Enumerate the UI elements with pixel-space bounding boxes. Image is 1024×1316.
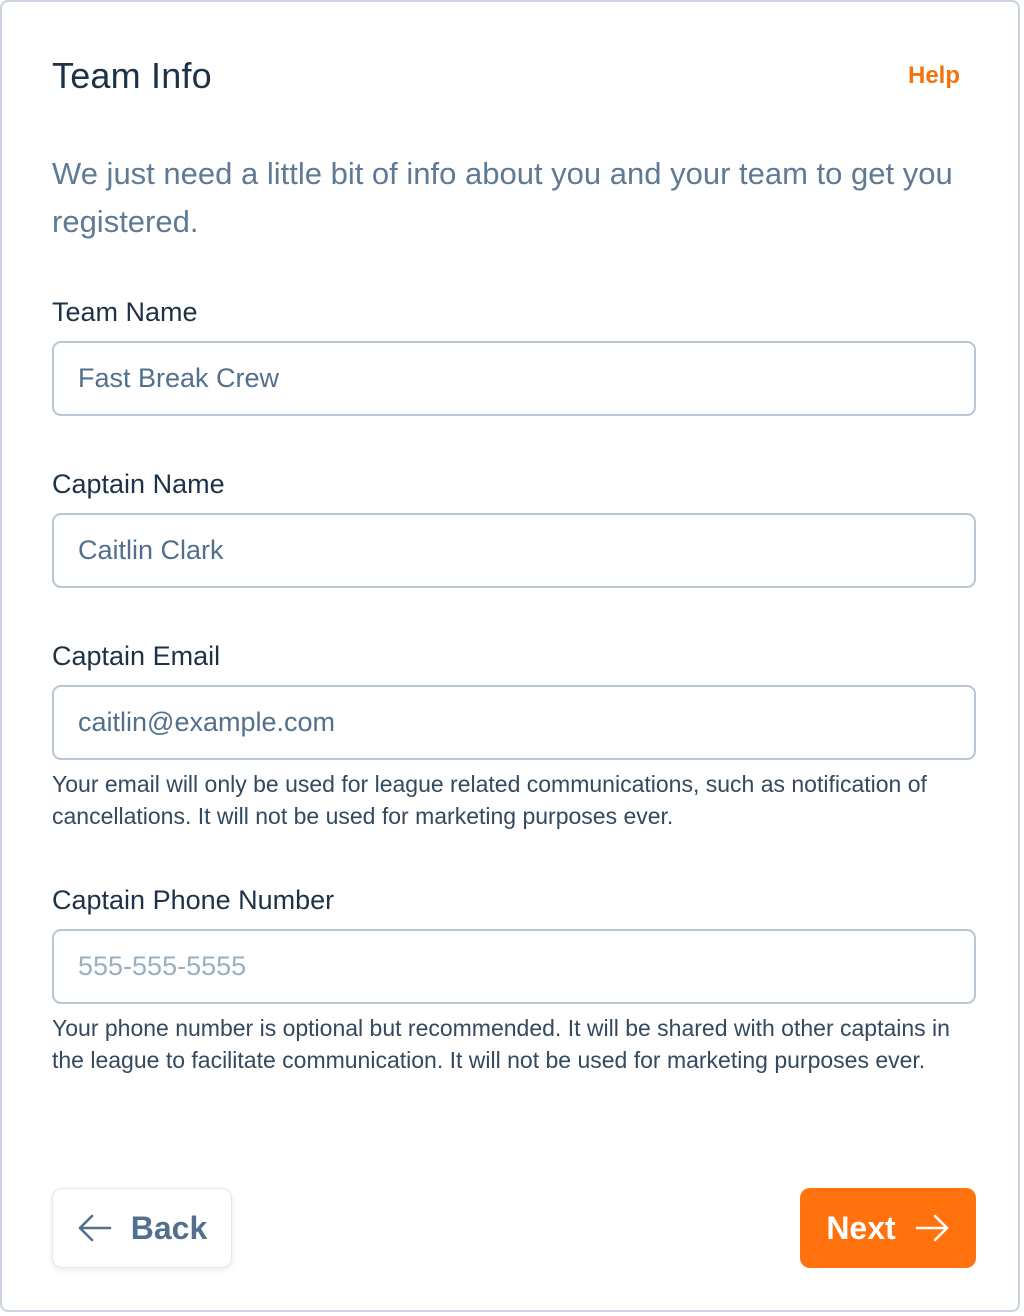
team-name-label: Team Name [52, 297, 198, 327]
page-title: Team Info [52, 55, 212, 96]
captain-name-input[interactable] [52, 513, 976, 588]
captain-name-label: Captain Name [52, 469, 225, 499]
arrow-left-icon [77, 1214, 113, 1242]
team-name-input[interactable] [52, 341, 976, 416]
card-header [52, 52, 960, 100]
intro-text: We just need a little bit of info about you and your team to get you registered. [52, 156, 953, 239]
captain-email-input[interactable] [52, 685, 976, 760]
captain-email-help-text: Your email will only be used for league related communications, such as notification of cancellations. It will not be used for marketing purposes ever. [52, 771, 927, 829]
captain-phone-help-text: Your phone number is optional but recommended. It will be shared with other captains in the league to facilitate communication. It will not be used for marketing purposes ever. [52, 1015, 950, 1073]
captain-phone-input[interactable] [52, 929, 976, 1004]
back-button[interactable] [52, 1188, 232, 1268]
next-button-label: Next [826, 1209, 896, 1246]
arrow-right-icon [914, 1214, 950, 1242]
captain-phone-label: Captain Phone Number [52, 885, 335, 915]
back-button-label: Back [130, 1209, 208, 1246]
captain-email-label: Captain Email [52, 641, 221, 671]
help-link[interactable]: Help [907, 62, 960, 89]
next-button[interactable] [800, 1188, 976, 1268]
